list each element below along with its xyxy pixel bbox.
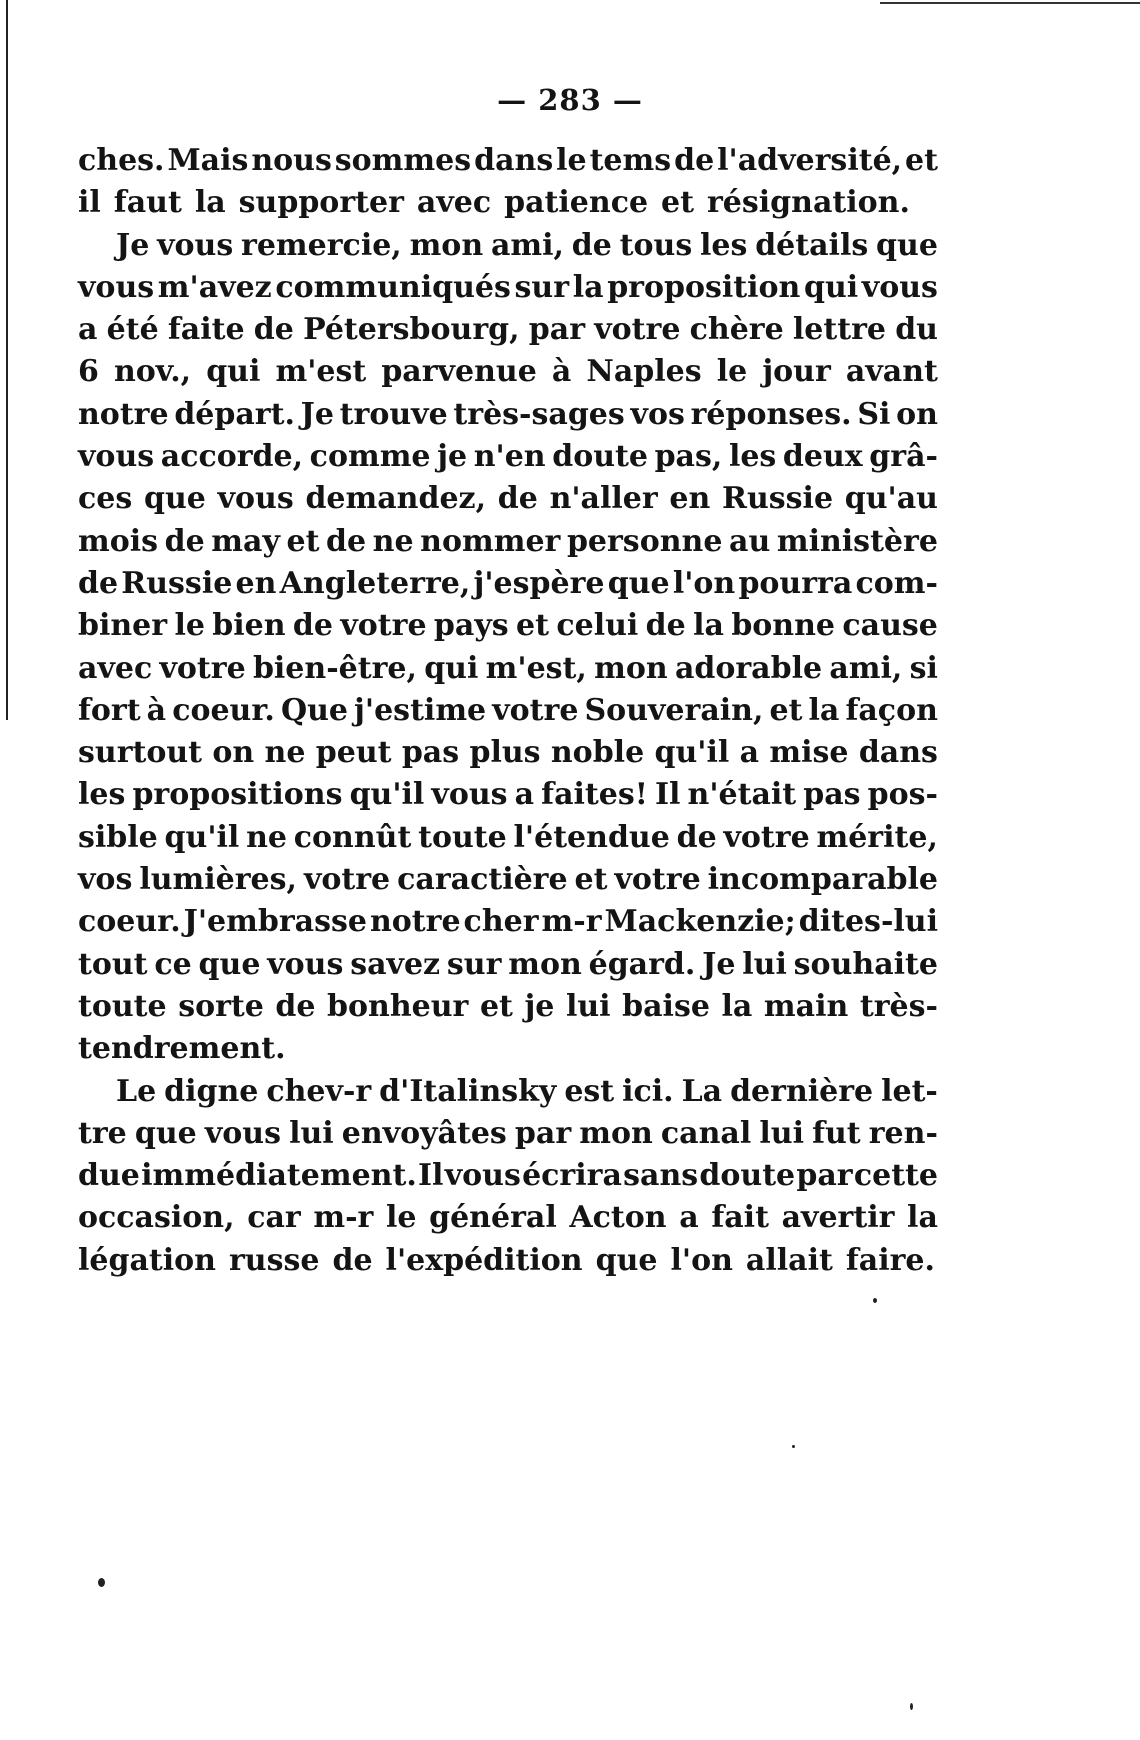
text-line — [78, 1028, 938, 1070]
word: personne — [566, 523, 723, 559]
word: tout — [78, 946, 148, 982]
word: com- — [855, 565, 938, 601]
word: faite — [167, 312, 245, 348]
word: ces — [78, 481, 133, 517]
word: lui — [742, 946, 787, 982]
word: on — [212, 735, 255, 771]
word: immédiatement. — [141, 1158, 417, 1194]
word: général — [429, 1200, 557, 1236]
word: lui — [565, 988, 611, 1024]
word: nov., — [113, 354, 192, 390]
word: le — [174, 608, 205, 644]
word: notre — [369, 904, 461, 940]
word: m-r — [541, 904, 602, 940]
word: biner — [78, 608, 168, 644]
word: Je — [300, 396, 334, 432]
text-line — [78, 140, 938, 182]
word: je — [437, 439, 468, 475]
word: Naples — [586, 354, 702, 390]
word: j'estime — [354, 692, 487, 728]
text-line — [78, 309, 938, 351]
text-line — [78, 1155, 938, 1197]
word: Je — [702, 946, 736, 982]
word: de — [674, 143, 715, 178]
word: le — [385, 1200, 417, 1236]
word: plus — [469, 735, 541, 771]
word: allait — [745, 1242, 833, 1278]
word: par — [796, 1158, 853, 1194]
word: votre — [614, 862, 701, 898]
word: canal — [660, 1115, 752, 1151]
word: l'adversité, — [717, 143, 903, 178]
text-line — [78, 901, 938, 943]
word: Russie — [121, 565, 233, 601]
word: dites-lui — [798, 904, 938, 940]
word: chev-r — [266, 1073, 372, 1109]
word: que — [198, 946, 261, 982]
word: doute — [552, 439, 648, 475]
word: qu'il — [349, 777, 425, 813]
word: les — [700, 227, 748, 263]
word: notre — [78, 396, 169, 432]
text-line — [78, 605, 938, 647]
word: chère — [689, 312, 784, 348]
text-line — [78, 225, 938, 267]
text-line — [78, 648, 938, 690]
word: La — [681, 1073, 723, 1109]
word: incomparable — [707, 862, 938, 898]
word: au — [729, 523, 771, 559]
word: votre — [723, 819, 810, 855]
word: n'était — [687, 777, 797, 813]
word: Je — [116, 227, 150, 263]
word: may — [211, 523, 280, 559]
word: tendrement. — [78, 1031, 286, 1067]
word: a — [514, 777, 535, 813]
word: votre — [340, 608, 427, 644]
word: tre — [78, 1115, 127, 1151]
scan-speck — [873, 1298, 877, 1303]
word: souhaite — [793, 946, 938, 982]
word: parvenue — [381, 354, 537, 390]
word: occasion, — [78, 1200, 235, 1236]
word: de — [645, 608, 686, 644]
word: J'embrasse — [183, 904, 367, 940]
word: mérite, — [816, 819, 938, 855]
word: Il — [655, 777, 681, 813]
text-line — [78, 1071, 938, 1113]
word: du — [895, 312, 938, 348]
word: ici. — [622, 1073, 674, 1109]
word: toute — [78, 988, 167, 1024]
word: l'étendue — [513, 819, 670, 855]
word: pas — [803, 777, 861, 813]
word: digne — [164, 1073, 259, 1109]
word: de — [164, 523, 205, 559]
word: résignation. — [707, 185, 910, 221]
word: 6 — [78, 354, 99, 390]
word: cette — [853, 1158, 938, 1194]
word: doute — [699, 1158, 796, 1194]
word: la — [194, 185, 226, 221]
text-line — [78, 732, 938, 774]
word: la — [693, 608, 724, 644]
word: accorde, — [160, 439, 304, 475]
word: détails — [755, 227, 869, 263]
text-line — [78, 267, 938, 309]
word: caractière — [397, 862, 568, 898]
text-line — [78, 1240, 938, 1282]
text-line — [78, 394, 938, 436]
word: coeur. — [172, 692, 275, 728]
word: en — [669, 481, 711, 517]
word: de — [571, 227, 612, 263]
word: vos — [78, 862, 133, 898]
scan-speck — [792, 1445, 795, 1448]
word: cher — [463, 904, 539, 940]
word: vous — [78, 439, 155, 475]
word: a — [739, 735, 760, 771]
word: la — [572, 269, 604, 305]
word: le — [556, 143, 587, 178]
word: de — [676, 819, 717, 855]
word: mois — [78, 523, 159, 559]
word: égard. — [588, 946, 696, 982]
word: qui — [424, 650, 479, 686]
word: m'avez — [157, 269, 272, 305]
word: car — [247, 1200, 301, 1236]
word: avant — [845, 354, 938, 390]
word: connût — [293, 819, 412, 855]
word: en — [235, 565, 277, 601]
word: due — [78, 1158, 140, 1194]
word: a — [78, 312, 98, 348]
word: dans — [474, 143, 554, 178]
scan-speck — [98, 1578, 105, 1587]
word: dans — [858, 735, 938, 771]
word: est — [564, 1073, 615, 1109]
text-line — [78, 774, 938, 816]
word: mise — [769, 735, 849, 771]
word: proposition — [607, 269, 801, 305]
word: bonne — [731, 608, 836, 644]
word: que — [876, 227, 938, 263]
word: et — [905, 143, 938, 178]
word: pourra — [738, 565, 853, 601]
word: qu'il — [654, 735, 730, 771]
word: l'on — [670, 1242, 733, 1278]
word: ami, — [829, 650, 903, 686]
word: tems — [589, 143, 672, 178]
word: très- — [859, 988, 938, 1024]
word: lui — [759, 1115, 804, 1151]
text-line — [78, 563, 938, 605]
page-number: — 283 — — [497, 83, 643, 117]
word: Il — [418, 1158, 444, 1194]
word: que — [134, 1115, 197, 1151]
word: pays — [433, 608, 509, 644]
word: pas — [401, 735, 460, 771]
word: bonheur — [327, 988, 469, 1024]
word: que — [607, 565, 670, 601]
word: let- — [881, 1073, 938, 1109]
word: comme — [309, 439, 431, 475]
word: de — [275, 988, 316, 1024]
word: que — [143, 481, 206, 517]
word: n'aller — [549, 481, 658, 517]
word: sommes — [334, 143, 472, 178]
word: réponses. — [690, 396, 852, 432]
word: faites! — [541, 777, 648, 813]
word: légation — [78, 1242, 216, 1278]
text-line — [78, 436, 938, 478]
text-line — [78, 859, 938, 901]
word: celui — [556, 608, 639, 644]
word: les — [728, 439, 777, 475]
word: qui — [206, 354, 261, 390]
word: et — [661, 185, 694, 221]
word: l'on — [672, 565, 736, 601]
word: lumières, — [139, 862, 297, 898]
word: surtout — [78, 735, 203, 771]
word: bien — [212, 608, 286, 644]
text-line — [78, 986, 938, 1028]
word: votre — [594, 312, 681, 348]
word: écrira — [522, 1158, 622, 1194]
word: pas, — [654, 439, 723, 475]
word: fort — [78, 692, 141, 728]
text-line — [78, 182, 938, 224]
word: lui — [289, 1115, 334, 1151]
word: Acton — [569, 1200, 667, 1236]
word: par — [514, 1115, 572, 1151]
word: vous — [217, 481, 294, 517]
word: par — [528, 312, 586, 348]
word: vos — [630, 396, 685, 432]
word: dernière — [730, 1073, 874, 1109]
word: supporter — [238, 185, 404, 221]
word: et — [574, 862, 608, 898]
word: n'en — [473, 439, 546, 475]
word: propositions — [132, 777, 343, 813]
word: mon — [579, 1115, 653, 1151]
word: de — [78, 565, 119, 601]
word: sur — [446, 946, 502, 982]
text-line — [78, 351, 938, 393]
word: très-sages — [453, 396, 625, 432]
word: vous — [444, 1158, 521, 1194]
word: la — [721, 988, 753, 1024]
word: avec — [78, 650, 153, 686]
word: coeur. — [78, 904, 181, 940]
word: vous — [78, 269, 155, 305]
word: nommer — [420, 523, 561, 559]
word: remercie, — [241, 227, 402, 263]
word: été — [106, 312, 159, 348]
word: patience — [504, 185, 649, 221]
word: fut — [812, 1115, 861, 1151]
word: le — [716, 354, 748, 390]
word: qui — [803, 269, 859, 305]
word: ami, — [490, 227, 564, 263]
word: russe — [228, 1242, 320, 1278]
word: mon — [594, 650, 668, 686]
word: ne — [264, 735, 306, 771]
text-line — [78, 690, 938, 732]
word: vous — [431, 777, 508, 813]
word: pos- — [867, 777, 938, 813]
word: Mackenzie; — [604, 904, 796, 940]
word: toute — [418, 819, 507, 855]
word: Le — [116, 1073, 157, 1109]
word: ministère — [776, 523, 938, 559]
word: tous — [619, 227, 693, 263]
word: lettre — [792, 312, 886, 348]
word: ches. — [78, 143, 165, 178]
word: vous — [861, 269, 938, 305]
text-line — [78, 817, 938, 859]
body-text — [78, 140, 938, 1282]
word: sible — [78, 819, 158, 855]
word: et — [286, 523, 320, 559]
word: faire. — [845, 1242, 935, 1278]
word: fait — [711, 1200, 769, 1236]
word: qu'il — [164, 819, 240, 855]
word: ren- — [868, 1115, 938, 1151]
word: m-r — [313, 1200, 374, 1236]
word: a — [679, 1200, 699, 1236]
word: deux — [782, 439, 863, 475]
word: sorte — [178, 988, 264, 1024]
word: Si — [857, 396, 891, 432]
scan-speck — [910, 1703, 913, 1710]
word: sur — [514, 269, 570, 305]
word: grâ- — [869, 439, 938, 475]
word: de — [292, 608, 333, 644]
word: de — [332, 1242, 373, 1278]
word: cause — [842, 608, 938, 644]
word: mon — [409, 227, 484, 263]
word: noble — [550, 735, 645, 771]
word: avertir — [781, 1200, 895, 1236]
word: que — [595, 1242, 658, 1278]
word: Pétersbourg, — [303, 312, 520, 348]
word: votre — [159, 650, 246, 686]
word: il — [78, 185, 101, 221]
text-line — [78, 944, 938, 986]
word: Russie — [722, 481, 834, 517]
word: peut — [315, 735, 392, 771]
word: et — [769, 692, 803, 728]
text-line — [78, 1113, 938, 1155]
word: communiqués — [275, 269, 511, 305]
word: on — [896, 396, 938, 432]
word: à — [146, 692, 167, 728]
word: j'espère — [473, 565, 605, 601]
word: la — [907, 1200, 938, 1236]
word: je — [524, 988, 555, 1024]
word: savez — [350, 946, 441, 982]
word: baise — [622, 988, 710, 1024]
word: façon — [845, 692, 938, 728]
word: trouve — [339, 396, 448, 432]
word: ce — [154, 946, 192, 982]
word: main — [763, 988, 849, 1024]
word: m'est — [275, 354, 367, 390]
word: sans — [623, 1158, 699, 1194]
word: jour — [762, 354, 831, 390]
word: de — [253, 312, 294, 348]
word: faut — [113, 185, 182, 221]
word: l'expédition — [385, 1242, 583, 1278]
word: votre — [303, 862, 391, 898]
word: qu'au — [844, 481, 938, 517]
top-edge-rule — [880, 2, 1140, 4]
word: et — [479, 988, 513, 1024]
word: de — [326, 523, 367, 559]
word: avec — [416, 185, 492, 221]
text-line — [78, 478, 938, 520]
word: vous — [204, 1115, 281, 1151]
word: ne — [246, 819, 287, 855]
text-line — [78, 521, 938, 563]
word: mon — [508, 946, 582, 982]
word: vous — [157, 227, 234, 263]
word: Mais — [167, 143, 249, 178]
word: et — [516, 608, 549, 644]
word: les — [78, 777, 126, 813]
word: demandez, — [305, 481, 487, 517]
word: m'est, — [485, 650, 587, 686]
word: à — [551, 354, 572, 390]
word: d'Italinsky — [379, 1073, 557, 1109]
word: bien-être, — [252, 650, 417, 686]
word: si — [909, 650, 938, 686]
word: adorable — [674, 650, 823, 686]
word: votre — [492, 692, 579, 728]
text-line — [78, 1197, 938, 1239]
word: la — [808, 692, 840, 728]
word: Souverain, — [584, 692, 764, 728]
word: ne — [372, 523, 414, 559]
word: vous — [267, 946, 344, 982]
word: de — [497, 481, 538, 517]
word: nous — [251, 143, 332, 178]
word: Que — [280, 692, 348, 728]
word: envoyâtes — [341, 1115, 507, 1151]
word: Angleterre, — [279, 565, 471, 601]
word: départ. — [174, 396, 295, 432]
